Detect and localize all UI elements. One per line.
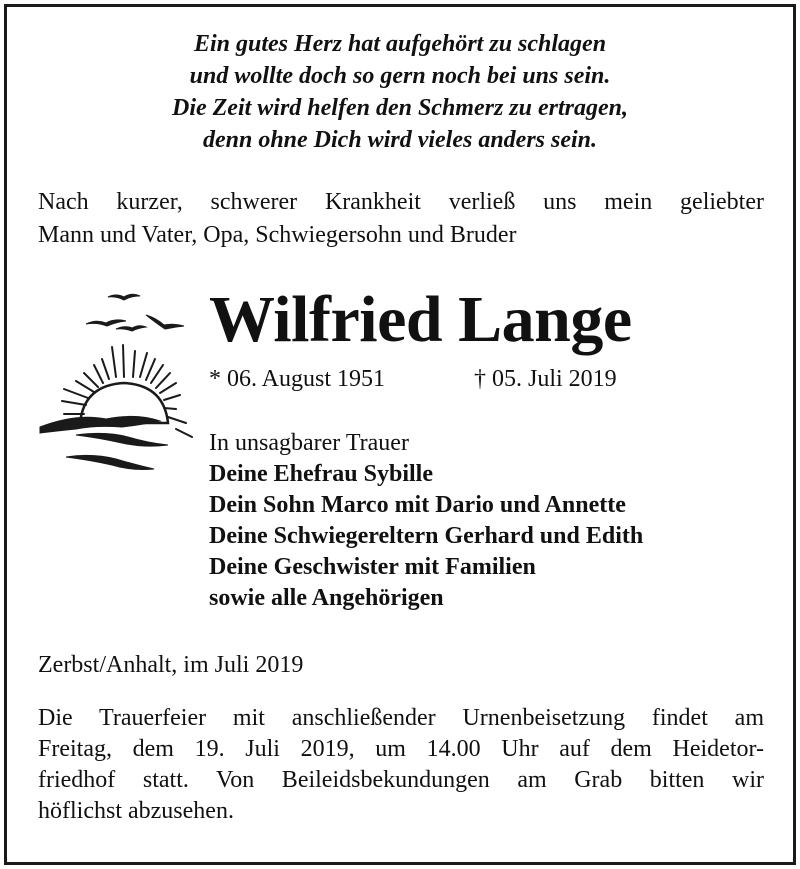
mourner-name: Deine Geschwister mit Familien: [209, 554, 536, 580]
death-date: † 05. Juli 2019: [474, 366, 617, 392]
deceased-name: Wilfried Lange: [209, 283, 632, 356]
mourners-block: [209, 428, 643, 614]
mourner-name: Deine Ehefrau Sybille: [209, 461, 434, 487]
poem-line: und wollte doch so gern noch bei uns sein.: [189, 63, 611, 89]
funeral-details-line: friedhof statt. Von Beileidsbekundungen am Grab bitten wir: [38, 767, 764, 793]
poem-line: Ein gutes Herz hat aufgehört zu schlagen: [193, 31, 607, 57]
mourner-name: Deine Schwiegereltern Gerhard und Edith: [209, 523, 644, 549]
funeral-details: [38, 703, 764, 827]
funeral-details-line: Freitag, dem 19. Juli 2019, um 14.00 Uhr auf dem Heidetor-: [38, 736, 764, 762]
sunset-birds-icon: [36, 285, 206, 480]
birth-date: * 06. August 1951: [209, 366, 386, 392]
poem-line: Die Zeit wird helfen den Schmerz zu ertragen,: [171, 95, 628, 121]
announcement-line: Nach kurzer, schwerer Krankheit verließ uns mein geliebter: [38, 189, 764, 215]
memorial-poem: [0, 28, 800, 156]
life-dates: [209, 364, 617, 394]
mourner-name: Dein Sohn Marco mit Dario und Annette: [209, 492, 626, 518]
announcement-line: Mann und Vater, Opa, Schwiegersohn und Bruder: [38, 222, 517, 248]
funeral-details-line: höflichst abzusehen.: [38, 798, 234, 824]
death-announcement: [38, 186, 764, 252]
place-and-date: Zerbst/Anhalt, im Juli 2019: [38, 652, 304, 678]
funeral-details-line: Die Trauerfeier mit anschließender Urnenbeisetzung findet am: [38, 705, 764, 731]
poem-line: denn ohne Dich wird vieles anders sein.: [202, 127, 598, 153]
mourner-name: sowie alle Angehörigen: [209, 585, 444, 611]
mourning-intro: In unsagbarer Trauer: [209, 430, 409, 456]
